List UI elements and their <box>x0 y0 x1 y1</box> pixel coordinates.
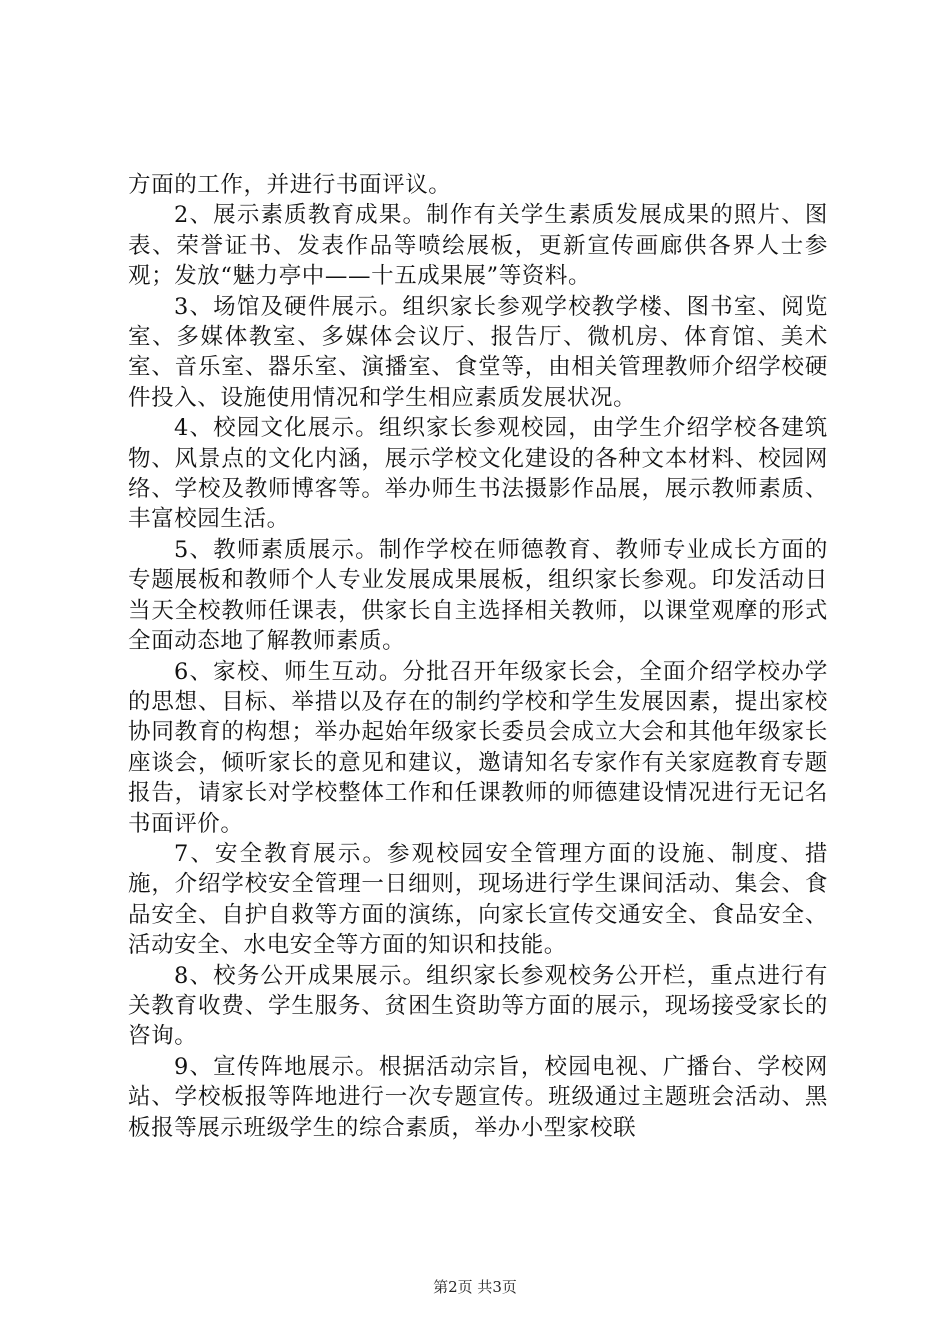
paragraph-item-3: 3、场馆及硬件展示。组织家长参观学校教学楼、图书室、阅览室、多媒体教室、多媒体会议厅、报告厅、微机房、体育馆、美术室、音乐室、器乐室、演播室、食堂等，由相关管理教师介绍学校硬件投入、设施使用情况和学生相应素质发展状况。 <box>128 293 828 411</box>
paragraph-continuation: 方面的工作，并进行书面评议。 <box>128 172 452 198</box>
paragraph-item-8: 8、校务公开成果展示。组织家长参观校务公开栏，重点进行有关教育收费、学生服务、贫困生资助等方面的展示，现场接受家长的咨询。 <box>128 962 828 1050</box>
paragraph-item-2: 2、展示素质教育成果。制作有关学生素质发展成果的照片、图表、荣誉证书、发表作品等喷绘展板，更新宣传画廊供各界人士参观；发放“魅力亭中——十五成果展”等资料。 <box>128 202 828 290</box>
page-number-label: 第2页 共3页 <box>433 1278 517 1296</box>
paragraph-item-5: 5、教师素质展示。制作学校在师德教育、教师专业成长方面的专题展板和教师个人专业发展成果展板，组织家长参观。印发活动日当天全校教师任课表，供家长自主选择相关教师，以课堂观摩的形式全面动态地了解教师素质。 <box>128 536 828 655</box>
document-body <box>128 170 828 1143</box>
paragraph-item-9: 9、宣传阵地展示。根据活动宗旨，校园电视、广播台、学校网站、学校板报等阵地进行一次专题宣传。班级通过主题班会活动、黑板报等展示班级学生的综合素质，举办小型家校联 <box>128 1053 828 1141</box>
paragraph-item-4: 4、校园文化展示。组织家长参观校园，由学生介绍学校各建筑物、风景点的文化内涵，展示学校文化建设的各种文本材料、校园网络、学校及教师博客等。举办师生书法摄影作品展，展示教师素质、丰富校园生活。 <box>128 415 828 533</box>
paragraph-item-7: 7、安全教育展示。参观校园安全管理方面的设施、制度、措施，介绍学校安全管理一日细则，现场进行学生课间活动、集会、食品安全、自护自救等方面的演练，向家长宣传交通安全、食品安全、活动安全、水电安全等方面的知识和技能。 <box>128 840 828 959</box>
page-footer <box>0 1277 950 1297</box>
paragraph-item-6: 6、家校、师生互动。分批召开年级家长会，全面介绍学校办学的思想、目标、举措以及存在的制约学校和学生发展因素，提出家校协同教育的构想；举办起始年级家长委员会成立大会和其他年级家长座谈会，倾听家长的意见和建议，邀请知名专家作有关家庭教育专题报告，请家长对学校整体工作和任课教师的师德建设情况进行无记名书面评价。 <box>128 658 828 837</box>
